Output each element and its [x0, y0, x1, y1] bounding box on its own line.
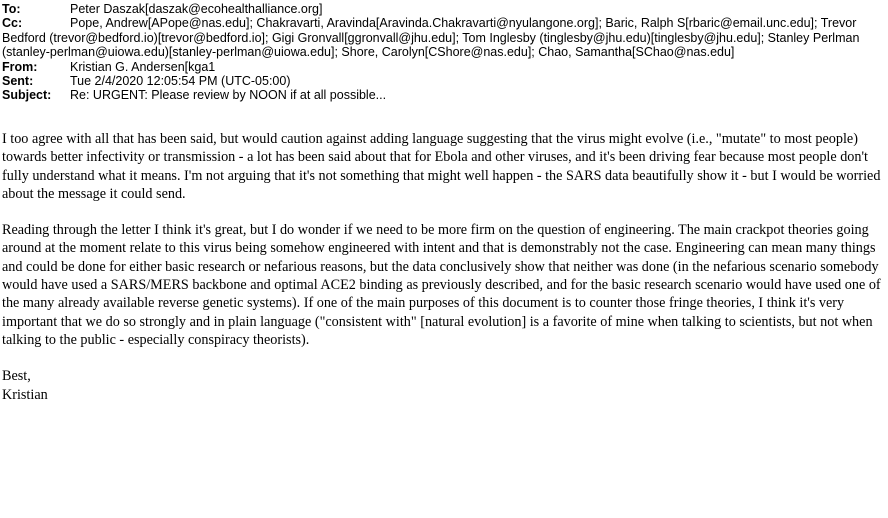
to-value: Peter Daszak[daszak@ecohealthalliance.org]: [70, 2, 323, 16]
subject-row: [2, 88, 886, 102]
sent-value: Tue 2/4/2020 12:05:54 PM (UTC-05:00): [70, 74, 291, 89]
email-body: [2, 130, 888, 404]
email-header-block: [2, 2, 886, 103]
from-value: Kristian G. Andersen[kga1: [70, 59, 216, 74]
cc-value: Pope, Andrew[APope@nas.edu]; Chakravarti, Aravinda[Aravinda.Chakravarti@nyulangone.org]; Baric, Ralph S[rbaric@email.unc.edu]; Trevor Bedford (trevor@bedford.io)[trevor@bedford.io]; Gigi Gronvall[ggronvall@jhu.edu]; Tom Inglesby (tinglesby@jhu.edu)[tinglesby@jhu.edu]; Stanley Perlman (stanley-perlman@uiowa.edu)[stanley-perlman@uiowa.edu]; Shore, Carolyn[CShore@nas.edu]; Chao, Samantha[SChao@nas.edu]: [2, 16, 860, 60]
email-signature: [2, 367, 888, 404]
closing-text: Best,: [2, 368, 31, 385]
from-row: [2, 60, 886, 74]
sent-row: [2, 74, 886, 88]
cc-row: [2, 16, 886, 59]
to-label: To:: [2, 2, 21, 16]
subject-value: Re: URGENT: Please review by NOON if at all possible...: [70, 88, 387, 103]
signature-name: Kristian: [2, 386, 48, 403]
from-label: From:: [2, 59, 38, 74]
cc-label: Cc:: [2, 16, 23, 31]
body-paragraph-2: Reading through the letter I think it's great, but I do wonder if we need to be more firm on the question of engineering. The main crackpot theories going around at the moment relate to this virus being somehow engineered with intent and that is demonstrably not the case. Engineering can mean many things and could be done for either basic research or nefarious reasons, but the data conclusively show that neither was done (in the nefarious scenario somebody would have used a SARS/MERS backbone and optimal ACE2 binding as previously described, and for the basic research scenario would have used one of the many already available reverse genetic systems). If one of the main purposes of this document is to counter those fringe theories, I think it's very important that we do so strongly and in plain language ("consistent with" [natural evolution] is a favorite of mine when talking to scientists, but not when talking to the public - especially conspiracy theorists).: [2, 222, 881, 348]
body-paragraph-1: I too agree with all that has been said, but would caution against adding language suggesting that the virus might evolve (i.e., "mutate" to most people) towards better infectivity or transmission - a lot has been said about that for Ebola and other viruses, and it's been driving fear because most people don't fully understand what it means. I'm not arguing that it's not something that might well happen - the SARS data beautifully show it - but I would be worried about the message it could send.: [2, 131, 881, 202]
to-row: [2, 2, 886, 16]
subject-label: Subject:: [2, 88, 52, 103]
sent-label: Sent:: [2, 74, 34, 89]
